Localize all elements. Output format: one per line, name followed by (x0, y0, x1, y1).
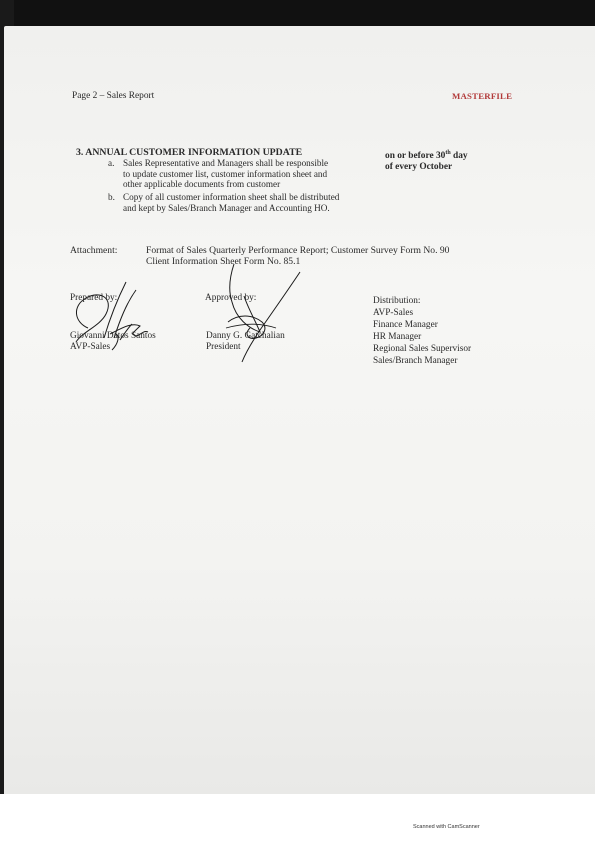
list-item-line: Sales Representative and Managers shall be responsible (123, 158, 329, 168)
prepared-by-signature (70, 276, 160, 362)
prepared-by-name: Giovanni Datos Santos (70, 331, 156, 341)
distribution-item: Regional Sales Supervisor (373, 344, 472, 354)
deadline-text-day: day (450, 151, 468, 162)
list-item-letter: b. (108, 192, 115, 202)
attachment-line: Format of Sales Quarterly Performance Report; Customer Survey Form No. 90 (146, 245, 450, 256)
list-item-line: to update customer list, customer information sheet and (123, 168, 328, 179)
approved-by-title: President (206, 342, 241, 352)
distribution-item: AVP-Sales (373, 308, 414, 318)
list-item-line: and kept by Sales/Branch Manager and Accounting HO. (123, 202, 330, 213)
deadline-note (385, 148, 468, 172)
list-item-line: other applicable documents from customer (123, 179, 281, 190)
page-header-label: Page 2 – Sales Report (72, 91, 155, 101)
prepared-by-title: AVP-Sales (70, 342, 111, 352)
deadline-ordinal: th (445, 150, 451, 156)
section-title: 3. ANNUAL CUSTOMER INFORMATION UPDATE (76, 147, 303, 158)
distribution-item: Sales/Branch Manager (373, 356, 458, 366)
attachment-line: Client Information Sheet Form No. 85.1 (146, 256, 301, 267)
list-item-line: Copy of all customer information sheet shall be distributed (123, 192, 340, 202)
document-page (4, 26, 595, 794)
deadline-month: of every October (385, 161, 453, 172)
distribution-item: HR Manager (373, 332, 422, 342)
approved-by-signature (204, 258, 304, 368)
approved-by-label: Approved by: (205, 293, 257, 303)
scanner-watermark: Scanned with CamScanner (413, 824, 480, 830)
masterfile-stamp: MASTERFILE (452, 91, 513, 101)
scan-bottom-margin (0, 794, 595, 842)
list-item (123, 158, 383, 190)
distribution-label: Distribution: (373, 296, 421, 306)
deadline-text: on or before 30 (385, 151, 446, 162)
list-item-letter: a. (108, 158, 115, 168)
attachment-label: Attachment: (70, 245, 118, 256)
list-item (123, 192, 383, 213)
approved-by-name: Danny G. Gatchalian (206, 331, 285, 341)
distribution-item: Finance Manager (373, 320, 438, 330)
prepared-by-label: Prepared by: (70, 293, 118, 303)
